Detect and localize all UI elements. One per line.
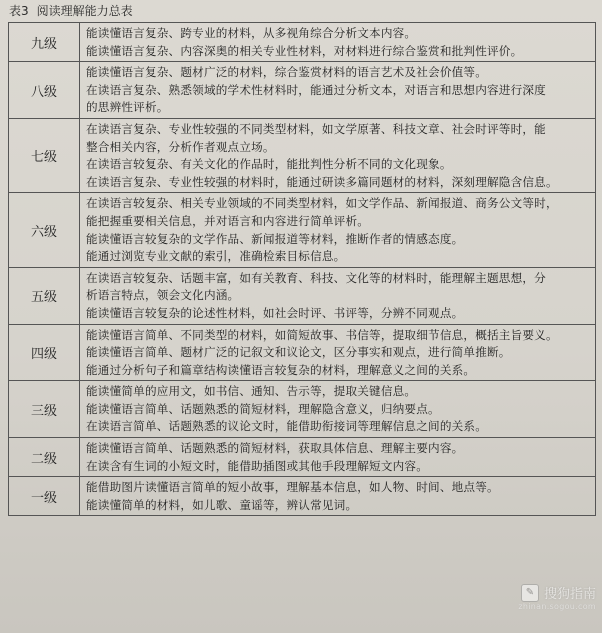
level-label: 六级 — [9, 193, 80, 267]
reading-ability-table — [8, 22, 596, 516]
description-line: 能读懂简单的应用文，如书信、通知、告示等，提取关键信息。 — [86, 384, 417, 399]
table-row — [9, 381, 596, 438]
level-label: 五级 — [9, 267, 80, 324]
level-label: 一级 — [9, 477, 80, 516]
level-description — [80, 324, 596, 381]
description-line: 在读语言较复杂、有关文化的作品时，能批判性分析不同的文化现象。 — [86, 157, 452, 172]
description-line: 能读懂语言简单、话题熟悉的简短材料，理解隐含意义，归纳要点。 — [86, 401, 440, 416]
level-description — [80, 23, 596, 62]
level-label: 八级 — [9, 62, 80, 119]
description-line: 能通过浏览专业文献的索引，准确检索目标信息。 — [86, 249, 346, 264]
description-line: 在读语言复杂、专业性较强的材料时，能通过研读多篇同题材的材料，深刻理解隐含信息。 — [86, 174, 558, 189]
description-line: 能读懂简单的材料，如儿歌、童谣等，辨认常见词。 — [86, 497, 358, 512]
table-body — [9, 23, 596, 516]
level-description — [80, 267, 596, 324]
level-description — [80, 193, 596, 267]
table-number: 表3 — [9, 4, 29, 18]
description-line: 能读懂语言复杂、题材广泛的材料，综合鉴赏材料的语言艺术及社会价值等。 — [86, 65, 487, 80]
level-label: 四级 — [9, 324, 80, 381]
description-line: 能把握重要相关信息，并对语言和内容进行简单评析。 — [86, 213, 370, 228]
description-line: 在读语言较复杂、话题丰富，如有关教育、科技、文化等的材料时，能理解主题思想，分 — [86, 270, 546, 285]
level-label: 七级 — [9, 118, 80, 192]
description-line: 能读懂语言复杂、跨专业的材料，从多视角综合分析文本内容。 — [86, 26, 417, 40]
watermark-logo-icon: ✎ — [521, 584, 539, 602]
description-line: 的思辨性评析。 — [86, 100, 169, 115]
description-line: 在读语言简单、话题熟悉的议论文时，能借助衔接词等理解信息之间的关系。 — [86, 419, 487, 434]
description-line: 能读懂语言简单、不同类型的材料，如简短故事、书信等，提取细节信息，概括主旨要义。 — [86, 327, 558, 342]
table-row — [9, 324, 596, 381]
description-line: 在读语言复杂、熟悉领域的学术性材料时，能通过分析文本，对语言和思想内容进行深度 — [86, 82, 546, 97]
level-label: 九级 — [9, 23, 80, 62]
table-row — [9, 118, 596, 192]
description-line: 析语言特点，领会文化内涵。 — [86, 288, 240, 303]
watermark — [518, 582, 596, 611]
level-description — [80, 381, 596, 438]
level-description — [80, 62, 596, 119]
description-line: 在读语言复杂、专业性较强的不同类型材料，如文学原著、科技文章、社会时评等时，能 — [86, 121, 546, 136]
level-label: 二级 — [9, 438, 80, 477]
level-description — [80, 438, 596, 477]
level-label: 三级 — [9, 381, 80, 438]
description-line: 能读懂语言较复杂的论述性材料，如社会时评、书评等，分辨不同观点。 — [86, 305, 464, 320]
table-row — [9, 193, 596, 267]
table-caption — [9, 2, 133, 20]
watermark-text: 搜狗指南 — [543, 587, 596, 602]
table-row — [9, 438, 596, 477]
table-row — [9, 267, 596, 324]
description-line: 能通过分析句子和篇章结构读懂语言较复杂的材料，理解意义之间的关系。 — [86, 362, 476, 377]
table-row — [9, 23, 596, 62]
description-line: 在读含有生词的小短文时，能借助插图或其他手段理解短文内容。 — [86, 458, 429, 473]
description-line: 整合相关内容，分析作者观点立场。 — [86, 139, 275, 154]
description-line: 能读懂语言简单、话题熟悉的简短材料，获取具体信息、理解主要内容。 — [86, 441, 464, 456]
description-line: 能读懂语言较复杂的文学作品、新闻报道等材料，推断作者的情感态度。 — [86, 231, 464, 246]
table-title: 阅读理解能力总表 — [36, 4, 133, 18]
description-line: 在读语言较复杂、相关专业领域的不同类型材料，如文学作品、新闻报道、商务公文等时， — [86, 196, 558, 211]
description-line: 能读懂语言简单、题材广泛的记叙文和议论文，区分事实和观点，进行简单推断。 — [86, 345, 511, 360]
level-description — [80, 118, 596, 192]
table-row — [9, 62, 596, 119]
description-line: 能读懂语言复杂、内容深奥的相关专业性材料，对材料进行综合鉴赏和批判性评价。 — [86, 43, 523, 58]
description-line: 能借助图片读懂语言简单的短小故事，理解基本信息，如人物、时间、地点等。 — [86, 480, 499, 495]
watermark-url: zhinan.sogou.com — [518, 602, 596, 611]
table-row — [9, 477, 596, 516]
level-description — [80, 477, 596, 516]
